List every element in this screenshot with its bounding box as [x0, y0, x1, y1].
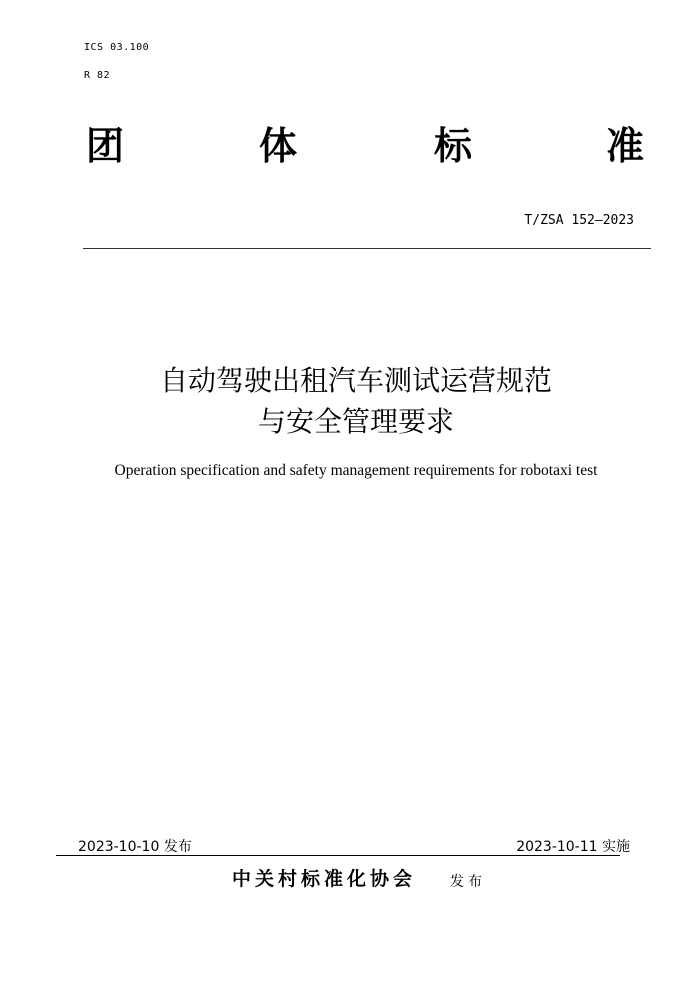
standard-number: T/ZSA 152—2023 — [524, 213, 634, 228]
implement-date: 2023-10-11 实施 — [516, 839, 630, 855]
ics-code: ICS 03.100 — [84, 42, 150, 53]
publisher-suffix: 发布 — [450, 874, 486, 890]
ccs-code: R 82 — [84, 70, 111, 81]
standard-type-char-4: 准 — [606, 123, 645, 168]
title-chinese — [0, 360, 700, 442]
standard-type-char-3: 标 — [434, 123, 473, 168]
standard-type-char-2: 体 — [259, 123, 298, 168]
title-chinese-line-2: 与安全管理要求 — [257, 405, 454, 438]
standard-type-char-1: 团 — [86, 123, 125, 168]
footer-divider — [56, 855, 620, 856]
header-divider — [83, 248, 651, 249]
publisher-name: 中关村标准化协会 — [232, 868, 417, 890]
title-english: Operation specification and safety management requirements for robotaxi test — [114, 462, 598, 479]
publish-date: 2023-10-10 发布 — [78, 839, 192, 855]
title-chinese-line-1: 自动驾驶出租汽车测试运营规范 — [159, 364, 552, 397]
